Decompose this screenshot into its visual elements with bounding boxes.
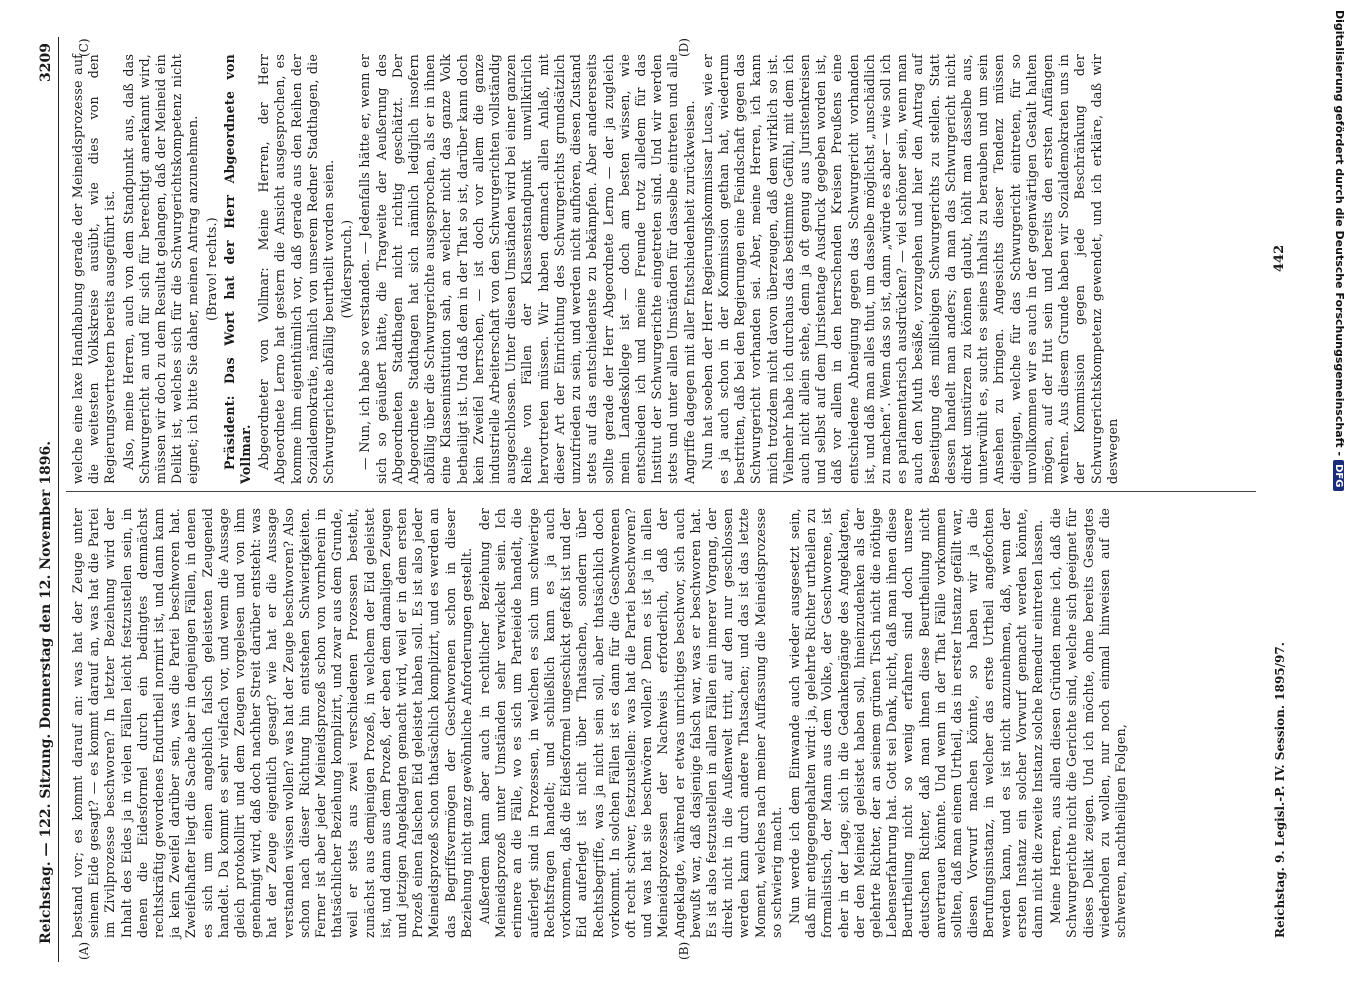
margin-marker-b: (B) (677, 941, 691, 960)
paragraph: Meine Herren, aus allen diesen Gründen meine ich, daß die Schwurgerichte nicht die Gerichte sind, welche sich geeignet für dieses Delikt zeigen. Und ich möchte, ohne bereits Gesagtes wiederholen zu wollen, nur noch einmal hinweisen auf die schweren, nachtheiligen Folgen, (1048, 508, 1128, 938)
digitization-credit (1333, 10, 1346, 491)
left-text-column (70, 508, 1131, 938)
margin-marker-c: (C) (77, 38, 91, 57)
page-header (36, 37, 59, 962)
page-number: 3209 (38, 43, 54, 82)
speaker-paragraph: Präsident: Das Wort hat der Herr Abgeordnete von Vollmar. (221, 54, 254, 484)
paragraph: — Nun, ich habe so verstanden. — Jedenfalls hätte er, wenn er sich so geäußert hätte, die Tragweite der Aeußerung des Abgeordneten Stadthagen nicht richtig geschätzt. Der Abgeordnete Stadthagen hat sich nämlich lediglich insofern abfällig über die Schwurgerichte ausgesprochen, als er in ihnen eine Klasseninstitution sah, an welcher nicht das ganze Volk betheiligt ist. Und daß dem in der That so ist, darüber kann doch kein Zweifel herrschen, — ist doch vor allem die ganze industrielle Arbeiterschaft von den Schwurgerichten vollständig ausgeschlossen. Unter diesen Umständen wird bei einer ganzen Reihe von Fällen der Klassenstandpunkt unwillkürlich hervortreten müssen. Wir haben demnach allen Anlaß, mit dieser Art der Einrichtung des Schwurgerichts grundsätzlich unzufrieden zu sein, und werden nicht aufhören, diesen Zustand stets auf das entschiedenste zu bekämpfen. Aber andererseits sollte gerade der Herr Abgeordnete Lerno — der ja zugleich mein Landeskollege ist — doch am besten wissen, wie entschieden ich und meine Freunde trotz alledem für das Institut der Schwurgerichte eingetreten sind. Und wir werden stets und unter allen Umständen für dasselbe eintreten und alle Angriffe dagegen mit aller Entschiedenheit zurückweisen. (357, 54, 697, 484)
paragraph: bestand vor; es kommt darauf an: was hat der Zeuge unter seinem Eide gesagt? — es kommt darauf an, was hat die Partei im Zivilprozesse beschworen? In letzter Beziehung wird der Inhalt des Eides ja in vielen Fällen leicht festzustellen sein, in denen die Eidesformel durch ein bedingtes demnächst rechtskräftig gewordenes Endurtheil normirt ist, und dann kann ja kein Zweifel darüber sein, was die Partei beschworen hat. Zweifelhafter liegt die Sache aber in denjenigen Fällen, in denen es sich um einen angeblich falsch geleisteten Zeugeneid handelt. Da kommt es sehr vielfach vor, und wenn die Aussage gleich protokollirt und dem Zeugen vorgelesen und von ihm genehmigt wird, daß doch nachher Streit darüber entsteht: was hat der Zeuge eigentlich gesagt? wie hat er die Aussage verstanden wissen wollen? was hat der Zeuge beschworen? Also schon nach dieser Richtung hin entstehen Schwierigkeiten. Ferner ist aber jeder Meineidsprozeß schon von vornherein in thatsächlicher Beziehung komplizirt, und zwar aus dem Grunde, weil er stets aus zwei verschiedenen Prozessen besteht, zunächst aus demjenigen Prozeß, in welchem der Eid geleistet ist, und dann aus dem Prozeß, der eben dem damaligen Zeugen und jetzigen Angeklagten gemacht wird, weil er in dem ersten Prozeß einen falschen Eid geleistet haben soll. Es ist also jeder Meineidsprozeß schon thatsächlich komplizirt, und es werden an das Begriffsvermögen der Geschworenen schon in dieser Beziehung nicht ganz gewöhnliche Anforderungen gestellt. (70, 508, 474, 938)
column-divider (66, 491, 1256, 492)
margin-marker-d: (D) (677, 38, 691, 57)
paragraph: Nun hat soeben der Herr Regierungskommissar Lucas, wie er es ja auch schon in der Kommission gethan hat, wiederum bestritten, daß bei den Regierungen eine Feindschaft gegen das Schwurgericht vorhanden sei. Aber, meine Herren, ich kann mich trotzdem nicht davon überzeugen, daß dem wirklich so ist. Vielmehr habe ich durchaus das bestimmte Gefühl, mit dem ich auch nicht allein stehe, denn ja oft genug aus Juristenkreisen und selbst auf dem Juristentage Ausdruck gegeben worden ist, daß vor allem in den herrschenden Kreisen Preußens eine entschiedene Abneigung gegen das Schwurgericht vorhanden ist, und daß man alles thut, um dasselbe möglichst „unschädlich zu machen“. Wenn das so ist, dann „würde es aber — wie soll ich es parlamentarisch ausdrücken? — viel schöner sein, wenn man auch den Muth besäße, vorzugehen und hier den Antrag auf Beseitigung des mißliebigen Schwurgerichts zu stellen. Statt dessen handelt man anders; da man das Schwurgericht nicht direkt umstürzen zu können glaubt, höhlt man dasselbe aus, unterwühlt es, sucht es seines Inhalts zu berauben und um sein Ansehen zu bringen. Angesichts dieser Tendenz müssen diejenigen, welche für das Schwurgericht eintreten, für so unvollkommen wir es auch in der gegenwärtigen Gestalt halten mögen, auf der Hut sein und bereits den ersten Anfängen wehren. Aus diesem Grunde haben wir Sozialdemokraten uns in der Kommission gegen jede Beschränkung der Schwurgerichtskompetenz gewendet, und ich erkläre, daß wir deswegen (699, 54, 1120, 484)
interjection: (Bravo! rechts.) (203, 217, 219, 321)
paragraph: Außerdem kann aber auch in rechtlicher Beziehung der Meineidsprozeß unter Umständen sehr verwickelt sein. Ich erinnere an die Fälle, wo es sich um Parteieide handelt, die auferlegt sind in Prozessen, in welchen es sich um schwierige Rechtsfragen handelt; und schließlich kann es ja auch vorkommen, daß die Eidesformel ungeschickt gefaßt ist und der Eid auferlegt ist nicht über Thatsachen, sondern über Rechtsbegriffe, was ja nicht sein soll, aber thatsächlich doch vorkommt. In solchen Fällen ist es dann für die Geschworenen oft recht schwer, festzustellen: was hat die Partei beschworen? und was hat sie beschwören wollen? Denn es ist ja in allen Meineidsprozessen der Nachweis erforderlich, daß der Angeklagte, während er etwas unrichtiges beschwor, sich auch bewußt war, daß dasjenige falsch war, was er beschworen hat. Es ist also festzustellen in allen Fällen ein innerer Vorgang, der direkt nicht in die Außenwelt tritt, auf den nur geschlossen werden kann durch andere Thatsachen; und das ist das letzte Moment, welches nach meiner Auffassung die Meineidsprozesse so schwierig macht. (477, 508, 784, 938)
dfg-logo: DFG (1333, 460, 1344, 491)
footer-session-info: Reichstag. 9. Legisl.-P. IV. Session. 1895/97. (1273, 642, 1287, 938)
right-text-column (70, 54, 1123, 484)
speaker-paragraph: Abgeordneter von Vollmar: Meine Herren, der Herr Abgeordnete Lerno hat gestern die Ansicht ausgesprochen, es komme ihm eigenthümlich vor, daß gerade aus den Reihen der Sozialdemokratie, nämlich von unserem Redner Stadthagen, die Schwurgerichte abfällig beurtheilt worden seien. (256, 54, 337, 484)
footer-signature-number: 442 (1272, 244, 1287, 272)
header-title: Reichstag. — 122. Sitzung. Donnerstag den 12. November 1896. (38, 440, 54, 944)
interjection: (Widerspruch.) (339, 219, 355, 319)
paragraph: Also, meine Herren, auch von dem Standpunkt aus, daß das Schwurgericht an und für sich für berechtigt anerkannt wird, müssen wir doch zu dem Resultat gelangen, daß der Meineid ein Delikt ist, welches sich für die Schwurgerichtskompetenz nicht eignet; ich bitte Sie daher, meinen Antrag anzunehmen. (120, 54, 201, 484)
paragraph: welche eine laxe Handhabung gerade der Meineidsprozesse auf die weitesten Volkskreise ausübt, wie dies von den Regierungsvertretern bereits ausgeführt ist. (70, 54, 118, 484)
rotated-page-content (36, 37, 1306, 962)
credit-text: Digitalisierung gefördert durch die Deutsche Forschungsgemeinschaft - (1333, 10, 1346, 457)
paragraph: Nun werde ich dem Einwande auch wieder ausgesetzt sein, daß mir entgegengehalten wird: ja, gelehrte Richter urtheilen zu formalistisch, der Mann aus dem Volke, der Geschworene, ist eher in der Lage, sich in die Gedankengänge des Angeklagten, der den Meineid geleistet haben soll, hineinzudenken als der gelehrte Richter, der an seinem grünen Tisch nicht die nöthige Lebenserfahrung hat. Gott sei Dank, nicht, daß man ihnen diese Beurtheilung nicht so wenig erfahren sind doch unsere deutschen Richter, daß man ihnen diese Beurtheilung nicht anvertrauen könnte. Und wenn in der That Fälle vorkommen sollten, daß man einem Urtheil, das in erster Instanz gefällt war, diesen Vorwurf machen könnte, so haben wir ja die Berufungsinstanz, in welcher das erste Urtheil angefochten werden kann, und es ist nicht anzunehmen, daß, wenn der ersten Instanz ein solcher Vorwurf gemacht werden könnte, dann nicht die zweite Instanz solche Remedur eintreten lassen. (786, 508, 1045, 938)
margin-marker-a: (A) (77, 941, 91, 960)
